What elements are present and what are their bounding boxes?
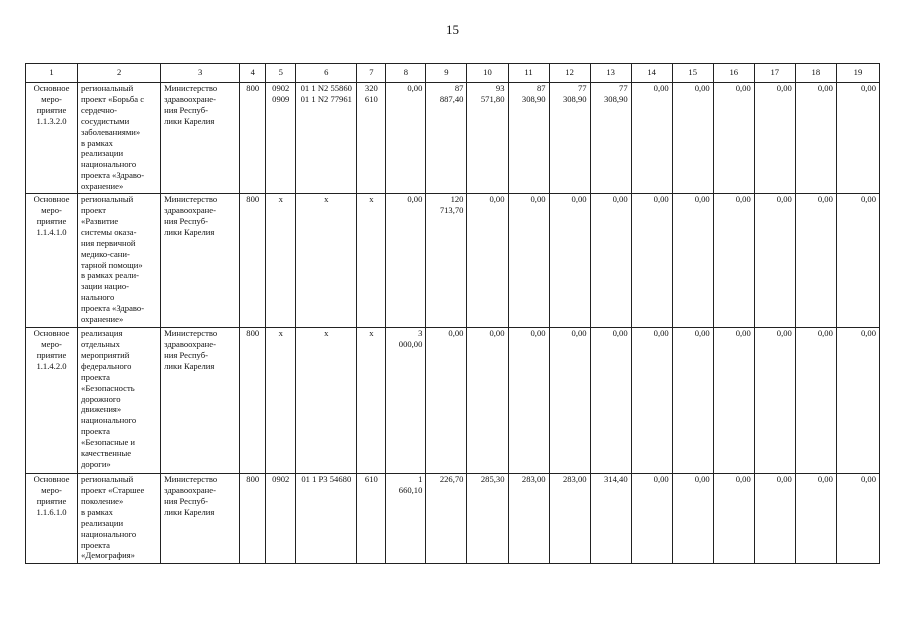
cell-c10: 285,30 — [467, 474, 508, 564]
cell-c12: 77 308,90 — [549, 83, 590, 194]
cell-c5: x — [266, 328, 296, 474]
row-executor: Министерство здравоохране- ния Респуб- лики Карелия — [161, 474, 240, 564]
cell-c16: 0,00 — [713, 194, 754, 328]
cell-c13: 77 308,90 — [590, 83, 631, 194]
cell-c14: 0,00 — [631, 328, 672, 474]
cell-c15: 0,00 — [672, 194, 713, 328]
table-row — [26, 194, 880, 328]
cell-c7: 320 610 — [357, 83, 386, 194]
col-header: 4 — [240, 64, 266, 83]
cell-c12: 0,00 — [549, 328, 590, 474]
cell-c7: 610 — [357, 474, 386, 564]
cell-c18: 0,00 — [795, 328, 836, 474]
row-name: региональный проект «Борьба с сердечно- сосудистыми заболеваниями» в рамках реализации национального проекта «Здраво- охранение» — [78, 83, 161, 194]
cell-c8: 3 000,00 — [386, 328, 426, 474]
col-header: 19 — [836, 64, 879, 83]
col-header: 13 — [590, 64, 631, 83]
col-header: 9 — [426, 64, 467, 83]
cell-c17: 0,00 — [754, 83, 795, 194]
cell-c17: 0,00 — [754, 328, 795, 474]
cell-c12: 0,00 — [549, 194, 590, 328]
cell-c19: 0,00 — [836, 474, 879, 564]
cell-c19: 0,00 — [836, 194, 879, 328]
cell-c17: 0,00 — [754, 194, 795, 328]
cell-c18: 0,00 — [795, 83, 836, 194]
row-name: региональный проект «Развитие системы оказа- ния первичной медико-сани- тарной помощи» в рамках реали- зации нацио- нального проекта «Здраво- охранение» — [78, 194, 161, 328]
col-header: 12 — [549, 64, 590, 83]
cell-c15: 0,00 — [672, 474, 713, 564]
cell-c9: 0,00 — [426, 328, 467, 474]
col-header: 7 — [357, 64, 386, 83]
table-row — [26, 328, 880, 474]
budget-table — [25, 63, 880, 564]
cell-c6: x — [296, 328, 357, 474]
row-executor: Министерство здравоохране- ния Респуб- лики Карелия — [161, 83, 240, 194]
cell-c5: x — [266, 194, 296, 328]
header-row — [26, 64, 880, 83]
row-status: Основное меро- приятие 1.1.6.1.0 — [26, 474, 78, 564]
row-name: региональный проект «Старшее поколение» в рамках реализации национального проекта «Демография» — [78, 474, 161, 564]
cell-c8: 1 660,10 — [386, 474, 426, 564]
cell-c12: 283,00 — [549, 474, 590, 564]
cell-c14: 0,00 — [631, 474, 672, 564]
cell-c10: 0,00 — [467, 194, 508, 328]
row-name: реализация отдельных мероприятий федерального проекта «Безопасность дорожного движения» национального проекта «Безопасные и качественные дороги» — [78, 328, 161, 474]
cell-c9: 120 713,70 — [426, 194, 467, 328]
cell-c13: 0,00 — [590, 194, 631, 328]
table-row — [26, 474, 880, 564]
cell-c11: 0,00 — [508, 194, 549, 328]
cell-c18: 0,00 — [795, 474, 836, 564]
col-header: 2 — [78, 64, 161, 83]
cell-c16: 0,00 — [713, 83, 754, 194]
col-header: 8 — [386, 64, 426, 83]
col-header: 18 — [795, 64, 836, 83]
row-status: Основное меро- приятие 1.1.4.2.0 — [26, 328, 78, 474]
cell-c5: 0902 0909 — [266, 83, 296, 194]
row-executor: Министерство здравоохране- ния Респуб- лики Карелия — [161, 328, 240, 474]
cell-c18: 0,00 — [795, 194, 836, 328]
col-header: 17 — [754, 64, 795, 83]
cell-c6: 01 1 N2 55860 01 1 N2 77961 — [296, 83, 357, 194]
cell-c13: 314,40 — [590, 474, 631, 564]
col-header: 1 — [26, 64, 78, 83]
cell-c11: 283,00 — [508, 474, 549, 564]
cell-c19: 0,00 — [836, 83, 879, 194]
cell-c9: 226,70 — [426, 474, 467, 564]
cell-c17: 0,00 — [754, 474, 795, 564]
page-number: 15 — [446, 22, 459, 37]
col-header: 11 — [508, 64, 549, 83]
cell-c16: 0,00 — [713, 328, 754, 474]
cell-c4: 800 — [240, 328, 266, 474]
col-header: 6 — [296, 64, 357, 83]
col-header: 5 — [266, 64, 296, 83]
col-header: 16 — [713, 64, 754, 83]
cell-c7: x — [357, 194, 386, 328]
table-row — [26, 83, 880, 194]
cell-c14: 0,00 — [631, 194, 672, 328]
row-status: Основное меро- приятие 1.1.4.1.0 — [26, 194, 78, 328]
col-header: 15 — [672, 64, 713, 83]
cell-c15: 0,00 — [672, 328, 713, 474]
cell-c11: 87 308,90 — [508, 83, 549, 194]
cell-c9: 87 887,40 — [426, 83, 467, 194]
cell-c19: 0,00 — [836, 328, 879, 474]
cell-c8: 0,00 — [386, 194, 426, 328]
cell-c11: 0,00 — [508, 328, 549, 474]
cell-c10: 93 571,80 — [467, 83, 508, 194]
col-header: 14 — [631, 64, 672, 83]
cell-c4: 800 — [240, 194, 266, 328]
col-header: 10 — [467, 64, 508, 83]
cell-c8: 0,00 — [386, 83, 426, 194]
row-status: Основное меро- приятие 1.1.3.2.0 — [26, 83, 78, 194]
col-header: 3 — [161, 64, 240, 83]
cell-c7: x — [357, 328, 386, 474]
cell-c15: 0,00 — [672, 83, 713, 194]
row-executor: Министерство здравоохране- ния Респуб- лики Карелия — [161, 194, 240, 328]
cell-c13: 0,00 — [590, 328, 631, 474]
cell-c6: x — [296, 194, 357, 328]
cell-c14: 0,00 — [631, 83, 672, 194]
cell-c4: 800 — [240, 474, 266, 564]
cell-c6: 01 1 P3 54680 — [296, 474, 357, 564]
cell-c16: 0,00 — [713, 474, 754, 564]
cell-c10: 0,00 — [467, 328, 508, 474]
cell-c4: 800 — [240, 83, 266, 194]
cell-c5: 0902 — [266, 474, 296, 564]
